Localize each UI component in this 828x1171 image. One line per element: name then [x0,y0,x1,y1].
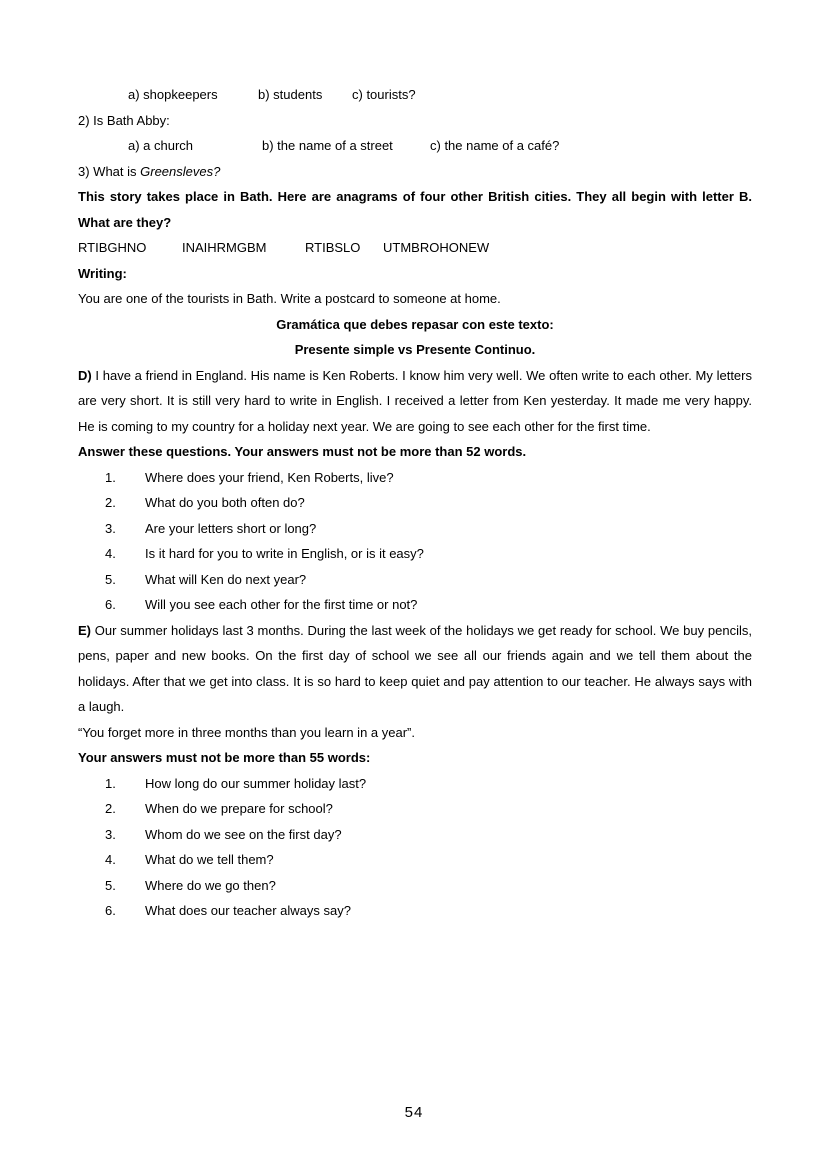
passage-d [78,363,752,440]
question-3-title: Greensleves? [140,163,221,179]
question-item: Will you see each other for the first time or not? [145,597,418,612]
option-b: b) students [258,87,323,102]
anagram-word: RTIBSLO [305,240,361,255]
question-item: How long do our summer holiday last? [145,775,367,791]
writing-task: You are one of the tourists in Bath. Write a postcard to someone at home. [78,291,501,306]
question-item: Where do we go then? [145,877,276,893]
option-a: a) a church [128,138,194,153]
question-item: Whom do we see on the first day? [145,826,342,842]
passage-d-instruction: Answer these questions. Your answers must not be more than 52 words. [78,444,527,459]
question-item: What do you both often do? [145,495,305,510]
option-a: a) shopkeepers [128,87,218,102]
option-b: b) the name of a street [262,138,393,153]
passage-e-instruction: Your answers must not be more than 55 words: [78,750,371,765]
grammar-heading-2: Presente simple vs Presente Continuo. [294,342,536,357]
anagram-word: RTIBGHNO [78,240,147,255]
question-2: 2) Is Bath Abby: [78,112,170,128]
writing-heading: Writing: [78,265,127,281]
question-3 [78,159,752,185]
question-item: What does our teacher always say? [145,903,351,918]
question-item: Are your letters short or long? [145,520,317,536]
anagram-word: UTMBROHONEW [383,240,490,255]
passage-d-text: I have a friend in England. His name is Ken Roberts. I know him very well. We often write to each other. My letters are very short. It is still very hard to write in English. I received a letter from Ken yesterday. It made me very happy. He is coming to my country for a holiday next year. We are going to see each other for the first time. [78,367,752,434]
passage-e [78,618,752,720]
document-content [78,82,752,924]
anagram-word: INAIHRMGBM [182,240,267,255]
page-number: 54 [404,1103,424,1121]
question-2-options [78,133,752,159]
passage-d-label: D) [78,367,92,383]
question-item: What will Ken do next year? [145,571,307,587]
question-item: Where does your friend, Ken Roberts, live? [145,469,394,485]
anagram-words [78,235,752,261]
question-item: Is it hard for you to write in English, or is it easy? [145,546,424,561]
passage-d-questions [78,465,752,618]
question-3-text: 3) What is [78,163,141,179]
passage-e-questions [78,771,752,924]
option-c: c) tourists? [352,87,416,102]
option-c: c) the name of a café? [430,138,560,153]
passage-e-text: Our summer holidays last 3 months. During the last week of the holidays we get ready for school. We buy pencils, pens, paper and new books. On the first day of school we see all our friends again and we tell them about the holidays. After that we get into class. It is so hard to keep quiet and pay attention to our teacher. He always says with a laugh. [78,622,752,714]
question-1-options [78,82,752,108]
question-item: What do we tell them? [145,852,274,867]
passage-e-quote: “You forget more in three months than you learn in a year”. [78,724,415,740]
question-item: When do we prepare for school? [145,801,333,816]
grammar-heading-1: Gramática que debes repasar con este texto: [276,316,554,332]
anagram-task: This story takes place in Bath. Here are anagrams of four other British cities. They all begin with letter B. What are they? [78,189,752,230]
passage-e-label: E) [78,622,91,638]
